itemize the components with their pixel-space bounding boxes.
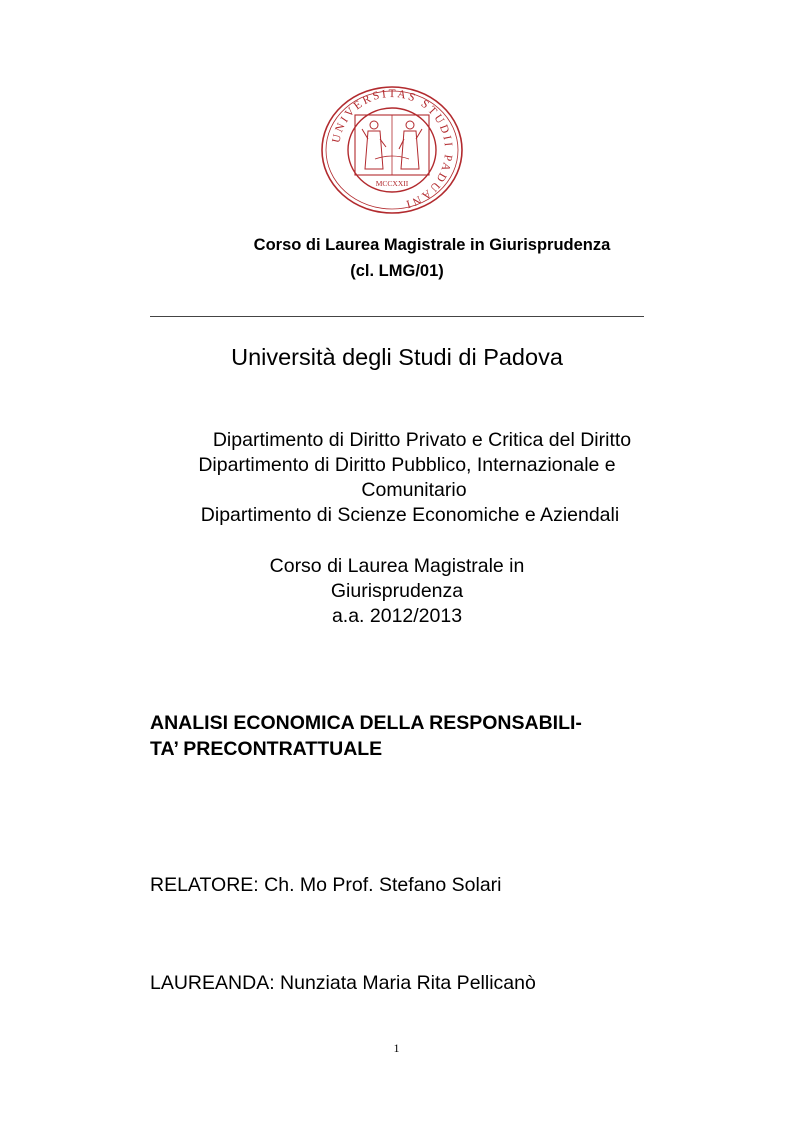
university-seal-logo — [319, 85, 465, 215]
degree-line1: Corso di Laurea Magistrale in — [269, 555, 525, 577]
degree-block — [150, 554, 644, 629]
department-line: Comunitario — [361, 479, 467, 501]
university-name: Università degli Studi di Padova — [231, 344, 563, 370]
candidate-line: LAUREANDA: Nunziata Maria Rita Pellicanò — [150, 972, 536, 994]
horizontal-divider — [150, 316, 644, 317]
thesis-title-line1: ANALISI ECONOMICA DELLA RESPONSABILI- — [150, 712, 582, 734]
course-header-line2: (cl. LMG/01) — [350, 262, 444, 280]
course-header — [150, 232, 644, 284]
seal-year: MCCXXII — [375, 179, 409, 188]
degree-line2: Giurisprudenza — [330, 580, 464, 602]
page-number: 1 — [393, 1041, 400, 1055]
thesis-title — [150, 710, 644, 762]
thesis-title-line2: TA’ PRECONTRATTUALE — [150, 738, 383, 760]
departments-block — [150, 428, 644, 528]
department-line: Dipartimento di Diritto Pubblico, Internazionale e — [198, 454, 616, 476]
department-line: Dipartimento di Diritto Privato e Critica del Diritto — [212, 429, 632, 451]
course-header-line1: Corso di Laurea Magistrale in Giurisprudenza — [253, 236, 611, 254]
advisor-line: RELATORE: Ch. Mo Prof. Stefano Solari — [150, 874, 502, 896]
department-line: Dipartimento di Scienze Economiche e Aziendali — [200, 504, 620, 526]
academic-year: a.a. 2012/2013 — [331, 605, 463, 627]
seal-text: UNIVERSITAS STUDII PADUANI — [330, 87, 455, 211]
